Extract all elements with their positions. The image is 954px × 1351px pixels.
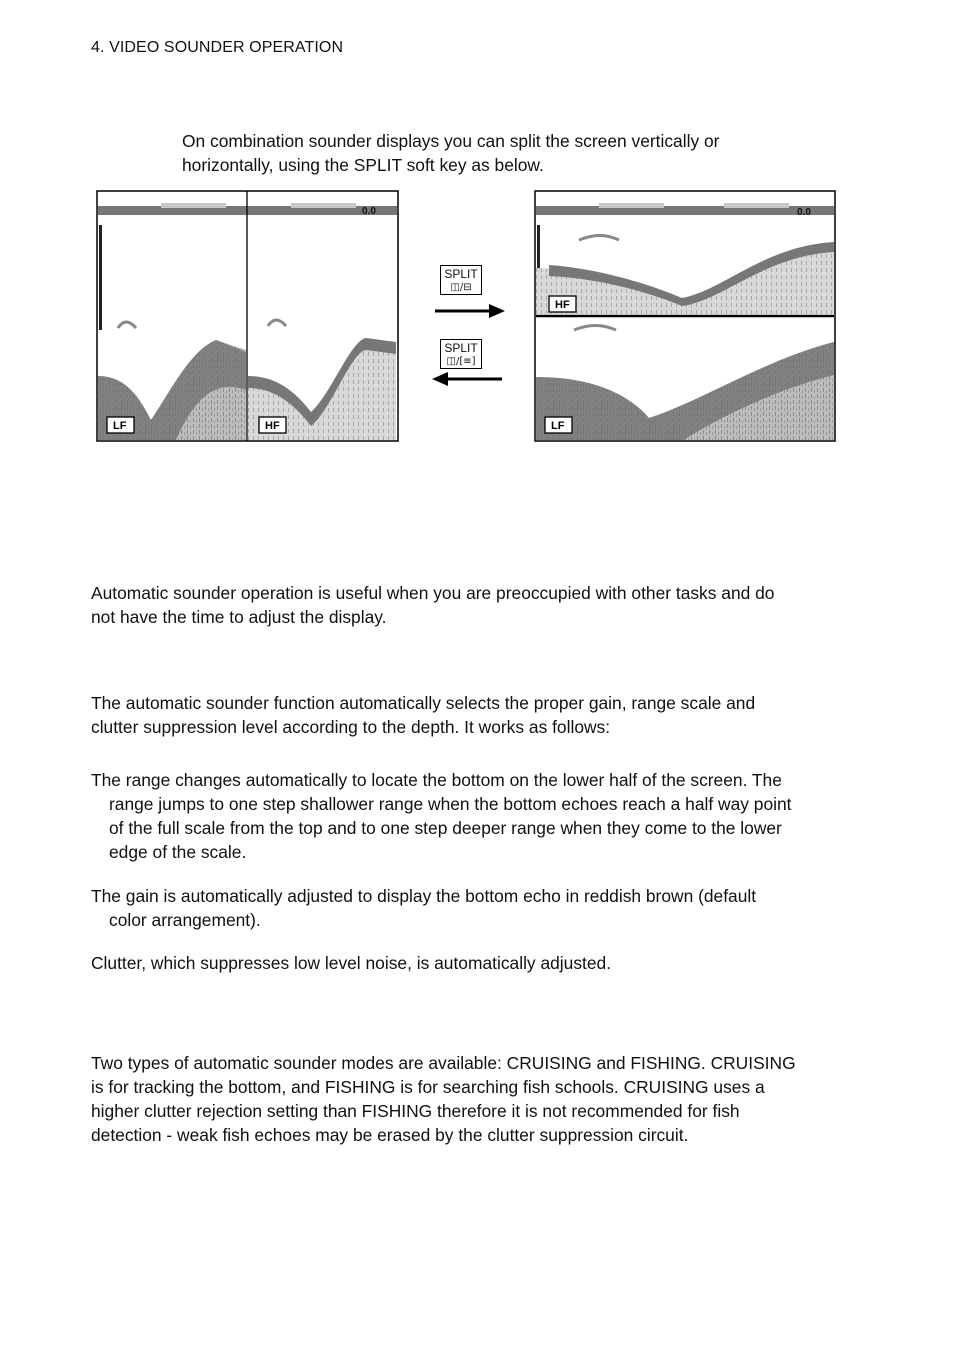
- hf-label-top: HF: [555, 299, 570, 311]
- intro-line-1: On combination sounder displays you can split the screen vertically or: [182, 131, 720, 151]
- hf-label: HF: [265, 420, 280, 432]
- split-key-back[interactable]: [440, 339, 482, 369]
- page-header: 4. VIDEO SOUNDER OPERATION: [91, 39, 344, 56]
- right-arrow-icon: [433, 302, 508, 320]
- modes-paragraph: [91, 1051, 796, 1147]
- split-key-forward[interactable]: [440, 265, 482, 295]
- lf-label: LF: [113, 420, 127, 432]
- modes-line-1: Two types of automatic sounder modes are available: CRUISING and FISHING. CRUISING: [91, 1053, 796, 1073]
- auto-use-line-2: not have the time to adjust the display.: [91, 607, 387, 627]
- split-key-forward-label: SPLIT: [444, 267, 478, 281]
- range-line-1: The range changes automatically to locate the bottom on the lower half of the screen. The: [91, 770, 782, 790]
- split-horizontal-icon: ◫/⊟: [450, 282, 472, 293]
- modes-line-4: detection - weak fish echoes may be erased by the clutter suppression circuit.: [91, 1125, 689, 1145]
- split-vertical-icon: ◫/[≡]: [446, 356, 476, 367]
- auto-use-line-1: Automatic sounder operation is useful when you are preoccupied with other tasks and do: [91, 583, 775, 603]
- range-line-2: range jumps to one step shallower range when the bottom echoes reach a half way point: [109, 794, 792, 814]
- auto-function-paragraph: [91, 691, 755, 739]
- left-arrow-icon: [430, 370, 505, 388]
- auto-function-line-1: The automatic sounder function automatically selects the proper gain, range scale and: [91, 693, 756, 713]
- range-paragraph: [91, 768, 792, 864]
- range-line-3: of the full scale from the top and to one step deeper range when they come to the lower: [109, 818, 782, 838]
- modes-line-2: is for tracking the bottom, and FISHING is for searching fish schools. CRUISING uses a: [91, 1077, 765, 1097]
- split-key-back-label: SPLIT: [444, 341, 478, 355]
- intro-line-2: horizontally, using the SPLIT soft key as below.: [182, 155, 544, 175]
- gain-line-1: The gain is automatically adjusted to display the bottom echo in reddish brown (default: [91, 886, 757, 906]
- clutter-paragraph: Clutter, which suppresses low level noise, is automatically adjusted.: [91, 953, 612, 973]
- gain-paragraph: [91, 884, 756, 932]
- auto-function-line-2: clutter suppression level according to the depth. It works as follows:: [91, 717, 611, 737]
- gain-line-2: color arrangement).: [109, 910, 261, 930]
- horizontal-split-screen: [534, 190, 836, 442]
- left-depth-readout: 0.0: [362, 206, 376, 217]
- vertical-split-screen: [96, 190, 399, 442]
- auto-use-paragraph: [91, 581, 774, 629]
- range-line-4: edge of the scale.: [109, 842, 247, 862]
- intro-paragraph: [182, 129, 719, 177]
- lf-label-bottom: LF: [551, 420, 565, 432]
- modes-line-3: higher clutter rejection setting than FISHING therefore it is not recommended for fish: [91, 1101, 740, 1121]
- right-depth-readout: 0.0: [797, 207, 811, 218]
